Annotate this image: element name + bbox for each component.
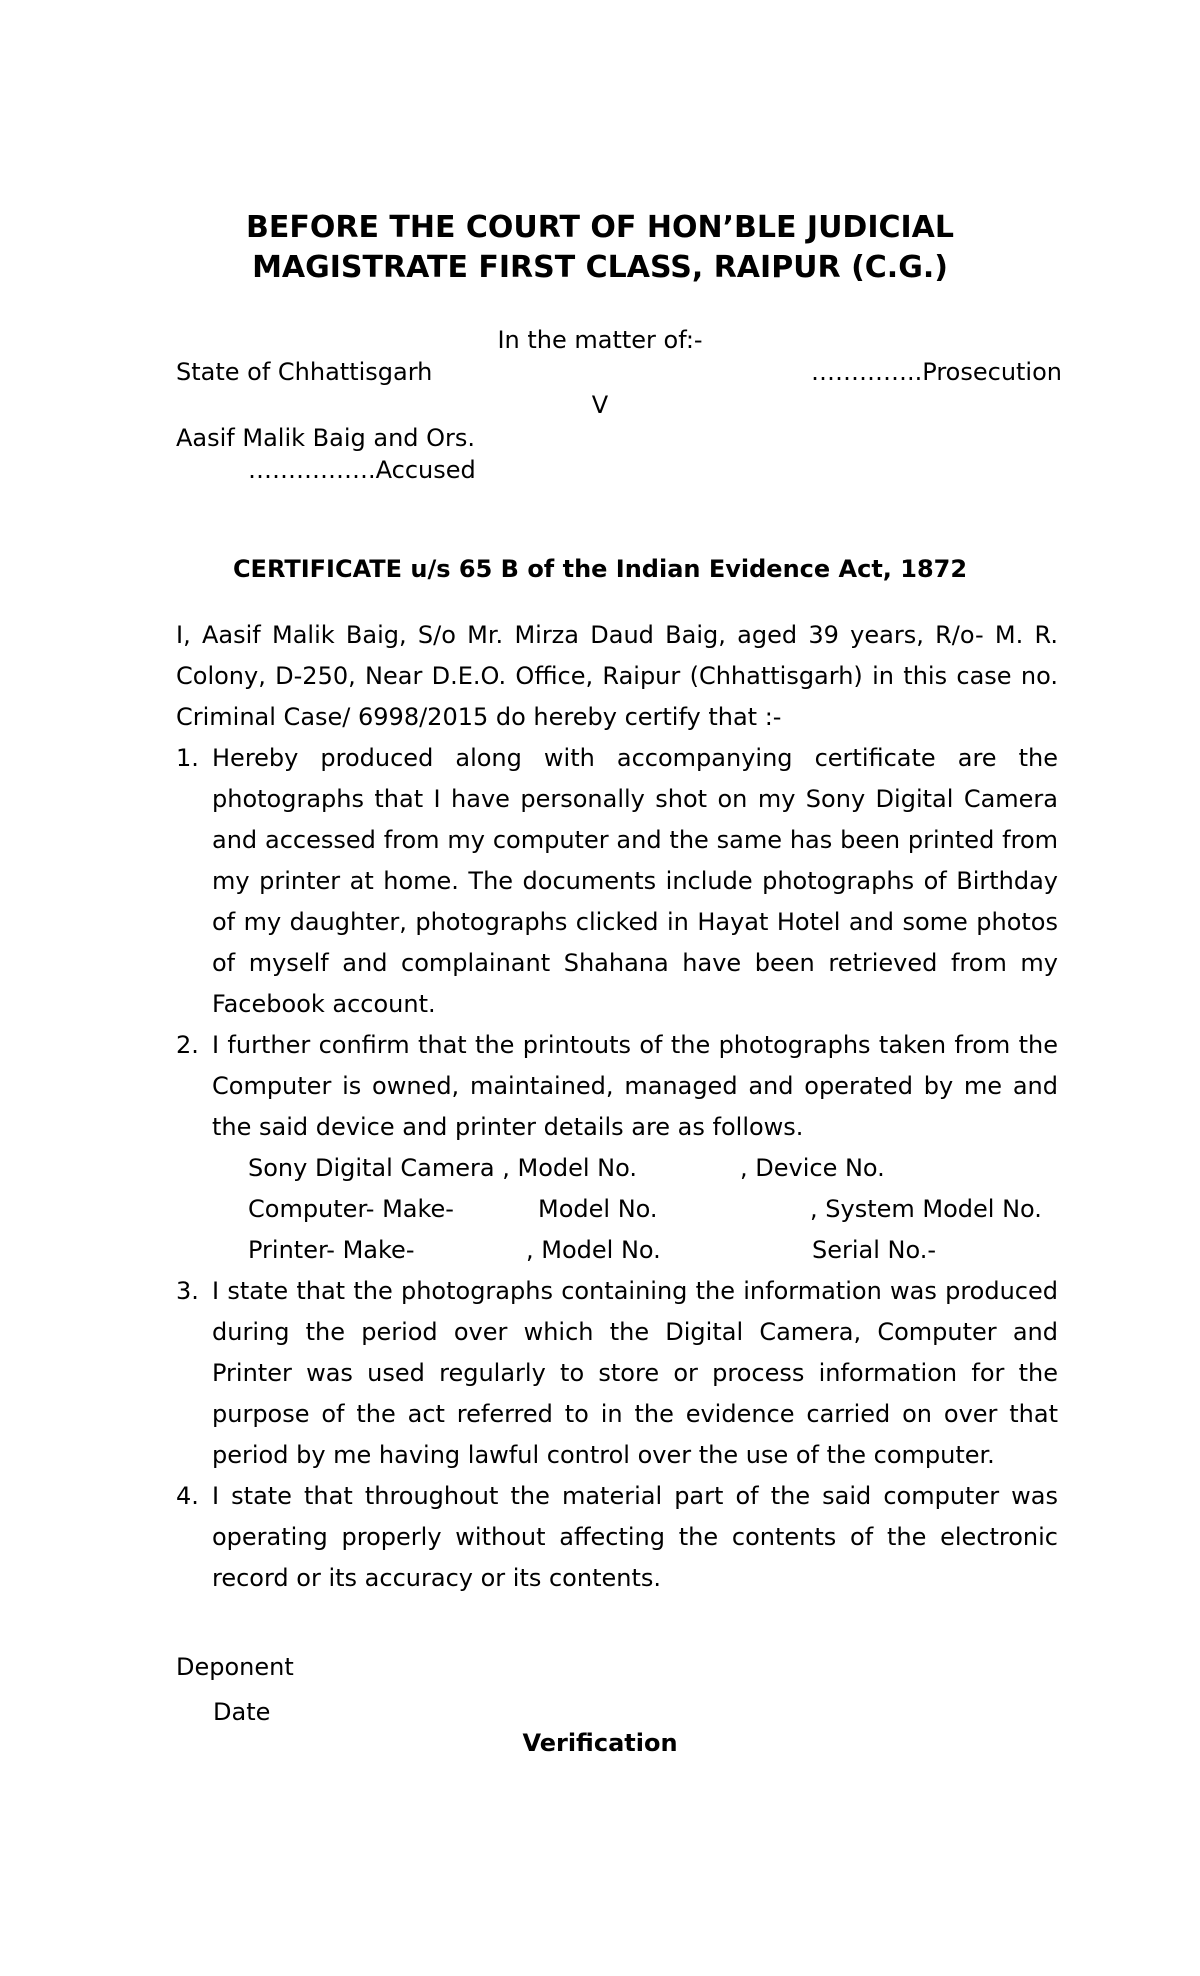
computer-details-row [212,1189,1058,1230]
certificate-intro: I, Aasif Malik Baig, S/o Mr. Mirza Daud Baig, aged 39 years, R/o- M. R. Colony, D-250, Near D.E.O. Office, Raipur (Chhattisgarh) in this case no. Criminal Case/ 6998/2015 do hereby certify that :- [176,621,1058,731]
prosecution-label: …………..Prosecution [811,358,1062,386]
printer-model-label: , Model No. [526,1236,661,1264]
item-text: I state that throughout the material part of the said computer was operating properly without affecting the contents of the electronic record or its accuracy or its contents. [212,1482,1058,1592]
item-text: I state that the photographs containing the information was produced during the period over which the Digital Camera, Computer and Printer was used regularly to store or process information for the purpose of the act referred to in the evidence carried on over that period by me having lawful control over the use of the computer. [212,1277,1058,1469]
certificate-items [176,738,1058,1599]
computer-system-label: , System Model No. [810,1195,1042,1223]
printer-serial-label: Serial No.- [812,1236,937,1264]
accused-label: …………….Accused [248,456,476,484]
prosecution-party: State of Chhattisgarh [176,358,433,386]
court-title-line-2: MAGISTRATE FIRST CLASS, RAIPUR (C.G.) [252,250,948,285]
item-number: 1. [176,744,199,772]
item-number: 4. [176,1482,199,1510]
camera-device-label: , Device No. [740,1154,885,1182]
item-number: 3. [176,1277,199,1305]
deponent-label: Deponent [176,1653,294,1681]
computer-make-label: Computer- Make- [248,1195,454,1223]
item-text: I further confirm that the printouts of the photographs taken from the Computer is owned, maintained, managed and operated by me and the said device and printer details are as follows. [212,1031,1058,1141]
camera-details-row [212,1148,1058,1189]
list-item [176,738,1058,1025]
item-number: 2. [176,1031,199,1059]
certificate-title: CERTIFICATE u/s 65 B of the Indian Evidence Act, 1872 [232,555,968,583]
camera-model-label: Sony Digital Camera , Model No. [248,1154,638,1182]
verification-heading: Verification [522,1729,678,1757]
court-title-line-1: BEFORE THE COURT OF HON’BLE JUDICIAL [245,210,955,245]
printer-details-row [212,1230,1058,1271]
versus-label: V [591,391,609,419]
matter-heading: In the matter of:- [497,326,703,354]
list-item [176,1025,1058,1271]
list-item [176,1271,1058,1476]
printer-make-label: Printer- Make- [248,1236,415,1264]
computer-model-label: Model No. [538,1195,658,1223]
item-text: Hereby produced along with accompanying certificate are the photographs that I have personally shot on my Sony Digital Camera and accessed from my computer and the same has been printed from my printer at home. The documents include photographs of Birthday of my daughter, photographs clicked in Hayat Hotel and some photos of myself and complainant Shahana have been retrieved from my Facebook account. [212,744,1058,1018]
accused-party: Aasif Malik Baig and Ors. [176,424,476,452]
list-item [176,1476,1058,1599]
date-label: Date [213,1698,271,1726]
